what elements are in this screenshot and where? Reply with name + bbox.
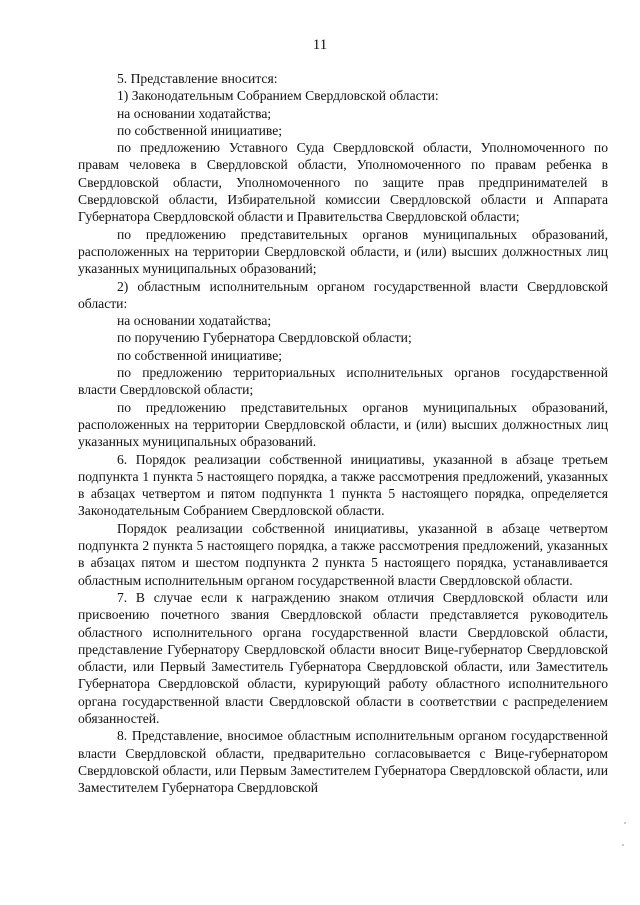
- scan-artifact-dot: [622, 844, 624, 846]
- scan-artifact-dot: [624, 822, 626, 824]
- document-body: [78, 70, 608, 796]
- paragraph-5-2-proposal-municipal: по предложению представительных органов муниципальных образований, расположенных на территории Свердловской области, и (или) высших должностных лиц указанных муниципальных образований.: [78, 399, 608, 450]
- paragraph-7: 7. В случае если к награждению знаком отличия Свердловской области или присвоению почетного звания Свердловской области представляется руководитель областного исполнительного органа государственной власти Свердловской области, представление Губернатору Свердловской области вносит Вице-губернатор Свердловской области, или Первый Заместитель Губернатора Свердловской области, или Заместитель Губернатора Свердловской области, курирующий работу областного исполнительного органа государственной власти Свердловской области в соответствии с распределением обязанностей.: [78, 589, 608, 726]
- paragraph-5-1: 1) Законодательным Собранием Свердловской области:: [117, 88, 439, 104]
- paragraph-8: 8. Представление, вносимое областным исполнительным органом государственной власти Свердловской области, предварительно согласовывается с Вице-губернатором Свердловской области, или Первым Заместителем Губернатора Свердловской области, или Заместителем Губернатора Свердловской: [78, 728, 608, 796]
- paragraph-5-1-proposal-municipal: по предложению представительных органов муниципальных образований, расположенных на территории Свердловской области, и (или) высших должностных лиц указанных муниципальных образований;: [78, 226, 608, 277]
- paragraph-5-2-proposal-territorial: по предложению территориальных исполнительных органов государственной власти Свердловской области;: [78, 365, 608, 398]
- paragraph-5-1-own-initiative: по собственной инициативе;: [117, 122, 283, 138]
- page-number: 11: [312, 37, 328, 53]
- paragraph-6: 6. Порядок реализации собственной инициативы, указанной в абзаце третьем подпункта 1 пункта 5 настоящего порядка, а также рассмотрения предложений, указанных в абзацах четвертом и пятом подпункта 1 пункта 5 настоящего порядка, определяется Законодательным Собранием Свердловской области.: [78, 451, 608, 519]
- paragraph-6-second: Порядок реализации собственной инициативы, указанной в абзаце четвертом подпункта 2 пункта 5 настоящего порядка, а также рассмотрения предложений, указанных в абзацах пятом и шестом подпункта 2 пункта 5 настоящего порядка, устанавливается областным исполнительным органом государственной власти Свердловской области.: [78, 520, 608, 588]
- paragraph-5-2-own-initiative: по собственной инициативе;: [117, 347, 283, 363]
- paragraph-5-1-petition: на основании ходатайства;: [117, 105, 272, 121]
- paragraph-5-1-proposal-bodies: по предложению Уставного Суда Свердловской области, Уполномоченного по правам человека в Свердловской области, Уполномоченного по правам ребенка в Свердловской области, Уполномоченного по защите прав предпринимателей в Свердловской области, Избирательной комиссии Свердловской области и Аппарата Губернатора Свердловской области и Правительства Свердловской области;: [78, 140, 608, 225]
- paragraph-5-2: 2) областным исполнительным органом государственной власти Свердловской области:: [78, 278, 608, 311]
- paragraph-5-2-governor-order: по поручению Губернатора Свердловской области;: [117, 330, 412, 346]
- paragraph-5-intro: 5. Представление вносится:: [117, 71, 278, 86]
- paragraph-5-2-petition: на основании ходатайства;: [117, 313, 272, 329]
